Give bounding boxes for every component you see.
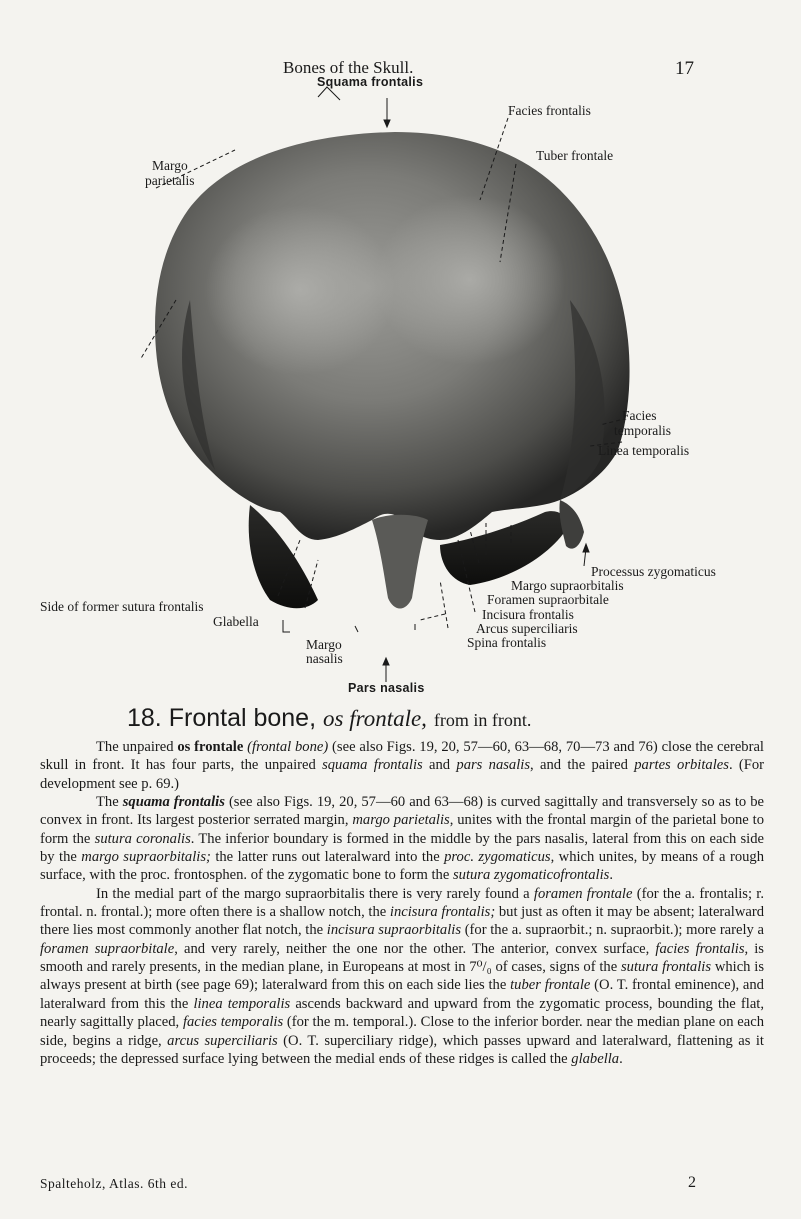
italic-term: sutura frontalis — [621, 959, 712, 976]
caption-number: 18. — [127, 704, 162, 732]
italic-term: squama frontalis — [322, 757, 423, 774]
italic-term: margo supraorbitalis; — [81, 849, 211, 866]
italic-term: (frontal bone) — [247, 739, 329, 755]
label-arcus-superciliaris: Arcus superciliaris — [476, 621, 578, 636]
caption-latin: os frontale, — [323, 706, 427, 731]
italic-term: partes orbitales — [634, 757, 729, 774]
label-facies-temporalis-line1: Facies — [622, 408, 657, 423]
bold-term: os frontale — [177, 739, 244, 755]
italic-term: facies temporalis — [182, 1014, 284, 1031]
label-foramen-supraorbitale: Foramen supraorbitale — [487, 592, 609, 607]
italic-term: glabella — [571, 1050, 620, 1067]
italic-term: pars nasalis — [456, 757, 531, 774]
label-facies-frontalis: Facies frontalis — [508, 103, 591, 118]
label-glabella: Glabella — [213, 614, 259, 629]
paragraph-3: In the medial part of the margo supraorbitalis there is very rarely found a foramen frontale (for the a. frontalis; r. frontal. n. frontal.); more often there is a shallow notch, the incisura frontalis; but just as often it may be absent; lateralward there lies most commonly another flat notch, the incisura supraorbitalis (for the a. supraorbit.; n. supraorbit.); more rarely a foramen supraorbitale, and very rarely, neither the one nor the other. The anterior, convex surface, facies frontalis, is smooth and rarely presents, in the median plane, in Europeans at most in 7⁰/₀ of cases, signs of the sutura frontalis which is always present at birth (see page 69); lateralward from this on each side lies the tuber frontale (O. T. frontal eminence), and lateralward from this the linea temporalis ascends backward and upward from the zygomatic process, bounding the flat, nearly sagittally placed, facies temporalis (for the m. temporal.). Close to the inferior border. near the median plane on each side, begins a ridge, arcus superciliaris (O. T. superciliary ridge), which passes upward and lateralward, flattening as it proceeds; the depressed surface lying between the medial ends of these ridges is called the glabella. — [40, 885, 765, 1067]
pars-nasalis-shape — [372, 515, 428, 609]
label-side-of-former-sutura-frontalis: Side of former sutura frontalis — [40, 599, 204, 614]
italic-term: incisura frontalis; — [389, 904, 496, 921]
italic-term: foramen frontale — [533, 885, 633, 902]
paragraph-2: The squama frontalis (see also Figs. 19, 20, 57—60 and 63—68) is curved sagittally and transversely so as to be convex in front. Its largest posterior serrated margin, margo parietalis, unites with the frontal margin of the parietal bone to form the sutura coronalis. The inferior boundary is formed in the middle by the pars nasalis, lateral from this on each side by the margo supraorbitalis; the latter runs out lateralward into the proc. zygomaticus, which unites, by means of a rough surface, with the proc. frontosphen. of the zygomatic bone to form the sutura zygomaticofrontalis. — [40, 794, 765, 884]
footer-credit: Spalteholz, Atlas. 6th ed. — [40, 1176, 188, 1191]
tuber-highlight-right — [375, 195, 565, 365]
footer-signature: 2 — [688, 1174, 696, 1191]
italic-term: linea temporalis — [193, 995, 291, 1012]
label-margo-parietalis-line2: parietalis — [145, 173, 195, 188]
italic-term: sutura zygomaticofrontalis — [452, 867, 610, 884]
body-text — [40, 738, 764, 1068]
label-tuber-frontale: Tuber frontale — [536, 148, 614, 163]
italic-term: incisura supraorbitalis — [326, 922, 462, 939]
italic-term: tuber frontale — [510, 977, 591, 994]
italic-term: proc. zygomaticus — [444, 849, 551, 866]
label-spina-frontalis: Spina frontalis — [467, 635, 547, 650]
paragraph-1: The unpaired os frontale (frontal bone) (see also Figs. 19, 20, 57—60, 63—68, 70—73 and 76) close the cerebral skull in front. It has four parts, the unpaired squama frontalis and pars nasalis, and the paired partes orbitales. (For development see p. 69.) — [40, 739, 765, 792]
label-squama-frontalis: Squama frontalis — [317, 75, 424, 89]
label-margo-nasalis-line2: nasalis — [306, 651, 343, 666]
italic-term: facies frontalis — [655, 940, 745, 957]
label-margo-nasalis-line1: Margo — [306, 637, 342, 652]
label-facies-temporalis-line2: temporalis — [614, 423, 671, 438]
running-title: Bones of the Skull. — [283, 58, 414, 77]
page-number: 17 — [675, 58, 694, 79]
caption-rest: from in front. — [433, 710, 532, 730]
figure-caption — [127, 704, 531, 733]
bold-italic-term: squama frontalis — [122, 794, 225, 811]
label-margo-parietalis-line1: Margo — [152, 158, 188, 173]
caption-title: Frontal bone, — [168, 704, 317, 732]
label-linea-temporalis: Linea temporalis — [598, 443, 690, 458]
italic-term: arcus superciliaris — [167, 1032, 278, 1049]
label-incisura-frontalis: Incisura frontalis — [482, 607, 574, 622]
tuber-highlight-left — [205, 205, 395, 375]
label-processus-zygomaticus: Processus zygomaticus — [591, 564, 716, 579]
italic-term: foramen supraorbitale — [40, 940, 175, 957]
label-pars-nasalis: Pars nasalis — [348, 681, 425, 695]
italic-term: sutura coronalis — [94, 830, 191, 847]
italic-term: margo parietalis — [352, 812, 450, 829]
label-margo-supraorbitalis: Margo supraorbitalis — [511, 578, 624, 593]
